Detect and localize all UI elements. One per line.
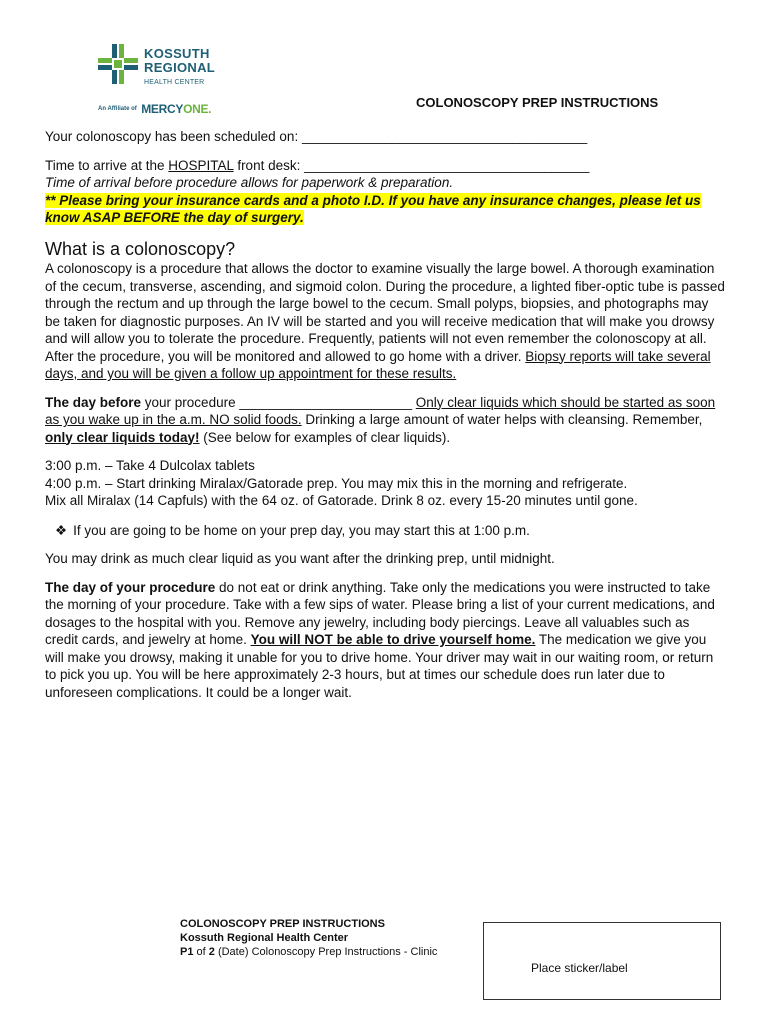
day-of-text-1: do not eat or drink anything. Take only the medications you were instructed to take the morning of your procedure. Take with a few sips of water. Please bring a list of your current medications, and dosages to the hospital with you. Remove any jewelry, including body piercings. Leave all valuables such as credit cards, and jewelry at home.: [45, 579, 715, 647]
day-of-text-2: The medication we give you will make you drowsy, making it unable for you to drive home. Your driver may wait in our waiting room, or return to pick you up. You will be here approximately 2-3 hours, but at times our schedule does run later due to unforeseen complications. It could be a longer wait.: [45, 632, 714, 700]
affiliate-mark: [98, 100, 211, 118]
what-body: A colonoscopy is a procedure that allows the doctor to examine visually the large bowel. A thorough examination of the cecum, transverse, ascending, and sigmoid colon. During the procedure, a lighted fiber-optic tube is passed through the rectum and up through the large bowel to the cecum. Small polyps, biopsies, and photographs may be taken for diagnostic purposes. An IV will be started and you will receive medication that will make you drowsy and will allow you to tolerate the procedure. Frequently, patients will not even remember the colonoscopy at all. After the procedure, you will be monitored and allowed to go home with a driver.: [45, 261, 725, 364]
arrive-line: [45, 157, 725, 175]
footer-page-of: of: [193, 946, 209, 958]
footer-page-p: P: [180, 946, 188, 958]
sticker-label: Place sticker/label: [531, 961, 628, 975]
logo-line-2: REGIONAL: [144, 60, 216, 75]
day-of-label: The day of your procedure: [45, 579, 216, 595]
day-of-paragraph: [45, 579, 725, 702]
day-before-bold: only clear liquids today!: [45, 429, 200, 445]
sticker-box: [483, 922, 721, 1000]
footer: [180, 917, 437, 959]
day-before-text-2: Drinking a large amount of water helps with cleansing. Remember,: [301, 412, 703, 427]
document-title: COLONOSCOPY PREP INSTRUCTIONS: [416, 95, 659, 110]
logo-line-1: KOSSUTH: [144, 46, 210, 61]
day-before-text-3: (See below for examples of clear liquids).: [199, 429, 451, 445]
arrive-prefix: Time to arrive at the: [45, 157, 169, 173]
footer-page-rest: (Date) Colonoscopy Prep Instructions - Clinic: [214, 946, 438, 958]
what-underlined: Biopsy reports will take several days, and you will be given a follow up appointment for these results.: [45, 348, 711, 381]
what-paragraph: [45, 260, 725, 383]
diamond-bullet-icon: ❖: [55, 522, 68, 538]
document-body: [45, 128, 725, 701]
footer-page-line: [180, 945, 437, 959]
arrival-note: Time of arrival before procedure allows for paperwork & preparation.: [45, 175, 454, 190]
logo-line-3: HEALTH CENTER: [144, 79, 205, 86]
bullet-text: If you are going to be home on your prep day, you may start this at 1:00 p.m.: [73, 522, 530, 538]
logo-text: [144, 47, 215, 90]
bullet-item: [55, 522, 725, 540]
affiliate-mercy: MERCY: [141, 101, 184, 116]
footer-line-2: Kossuth Regional Health Center: [180, 932, 349, 944]
affiliate-one: ONE.: [183, 101, 212, 116]
day-before-paragraph: [45, 394, 725, 447]
schedule-line-2: 4:00 p.m. – Start drinking Miralax/Gatorade prep. You may mix this in the morning and refrigerate.: [45, 475, 628, 491]
day-before-text-1: your procedure _______________________: [141, 394, 416, 410]
day-of-bold: You will NOT be able to drive yourself home.: [250, 632, 536, 647]
scheduled-line: Your colonoscopy has been scheduled on: ______________________________________: [45, 129, 588, 144]
footer-page-total: 2: [208, 946, 215, 958]
affiliate-prefix: An Affiliate of: [98, 105, 137, 112]
footer-line-1: COLONOSCOPY PREP INSTRUCTIONS: [180, 918, 385, 930]
footer-page-num: 1: [187, 946, 194, 958]
insurance-note-line: [45, 192, 725, 227]
insurance-note: ** Please bring your insurance cards and a photo I.D. If you have any insurance changes, please let us know ASAP BEFORE the day of surgery.: [45, 192, 701, 225]
arrive-hospital: HOSPITAL: [168, 157, 234, 173]
day-before-label: The day before: [45, 394, 142, 410]
drink-note: You may drink as much clear liquid as you want after the drinking prep, until midnight.: [45, 551, 555, 566]
arrive-suffix: front desk: ______________________________________: [233, 157, 590, 173]
logo: [98, 44, 238, 118]
schedule-line-1: 3:00 p.m. – Take 4 Dulcolax tablets: [45, 458, 255, 473]
day-before-underlined: Only clear liquids which should be started as soon as you wake up in the a.m. NO solid foods.: [45, 394, 716, 427]
what-heading: What is a colonoscopy?: [45, 238, 236, 259]
cross-logo-icon: [98, 44, 138, 84]
schedule-line-3: Mix all Miralax (14 Capfuls) with the 64 oz. of Gatorade. Drink 8 oz. every 15-20 minutes until gone.: [45, 493, 638, 508]
